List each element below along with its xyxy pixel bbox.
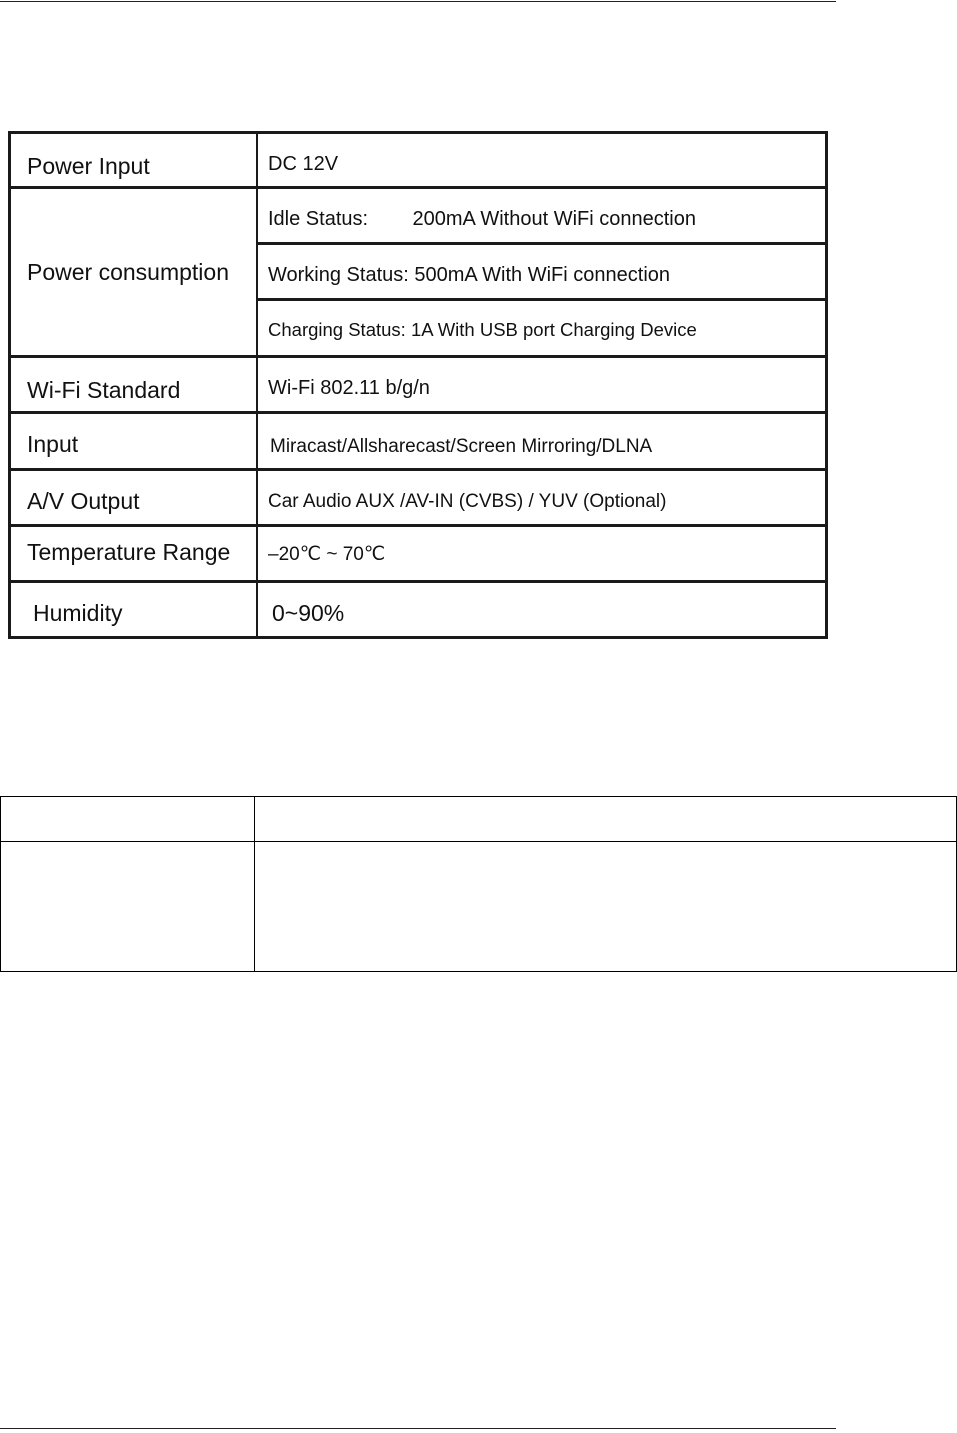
row-divider <box>11 580 825 583</box>
specifications-table <box>8 131 828 639</box>
label-power-consumption: Power consumption <box>27 259 229 285</box>
value-humidity: 0~90% <box>272 600 345 626</box>
value-idle-status: Idle Status: 200mA Without WiFi connection <box>268 208 696 230</box>
value-av-output: Car Audio AUX /AV-IN (CVBS) / YUV (Optional) <box>268 491 667 512</box>
row-divider <box>256 242 825 245</box>
empty-table-row-divider <box>1 841 956 842</box>
label-wifi-standard: Wi-Fi Standard <box>27 377 181 403</box>
label-power-input: Power Input <box>27 153 150 179</box>
empty-table <box>0 796 957 972</box>
label-temperature-range: Temperature Range <box>27 539 231 565</box>
value-charging-status: Charging Status: 1A With USB port Charging Device <box>268 319 697 340</box>
row-divider <box>11 186 825 189</box>
empty-table-column-divider <box>254 797 255 971</box>
column-divider <box>256 134 258 636</box>
header-rule <box>0 1 836 2</box>
value-input: Miracast/Allsharecast/Screen Mirroring/DLNA <box>270 436 653 457</box>
label-humidity: Humidity <box>33 600 123 626</box>
label-av-output: A/V Output <box>27 488 140 514</box>
row-divider <box>11 411 825 414</box>
footer-rule <box>0 1428 836 1429</box>
row-divider <box>11 524 825 527</box>
row-divider <box>11 468 825 471</box>
row-divider <box>256 298 825 301</box>
value-power-input: DC 12V <box>268 153 339 175</box>
value-wifi-standard: Wi-Fi 802.11 b/g/n <box>268 377 430 399</box>
row-divider <box>11 355 825 358</box>
label-input: Input <box>27 431 79 457</box>
value-temperature-range: –20℃ ~ 70℃ <box>268 544 386 565</box>
value-working-status: Working Status: 500mA With WiFi connection <box>268 264 671 286</box>
